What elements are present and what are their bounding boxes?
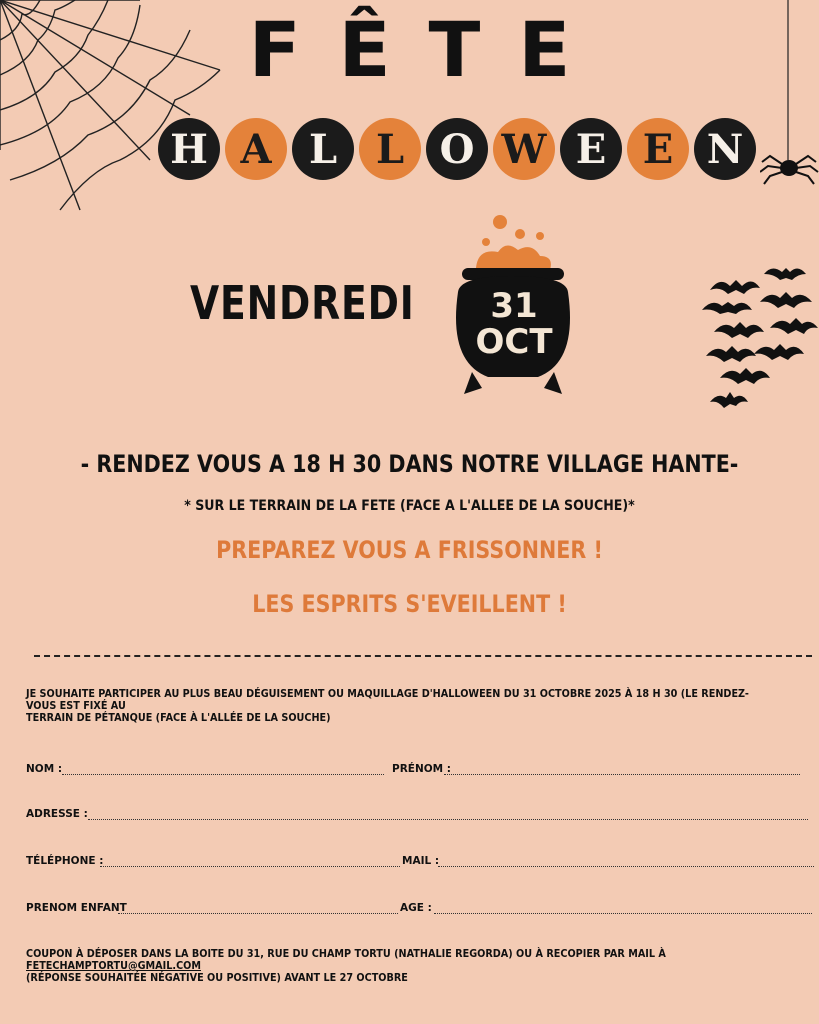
adresse-label: ADRESSE : xyxy=(26,808,88,820)
halloween-letter: L xyxy=(292,118,354,180)
event-date xyxy=(468,288,560,360)
halloween-letter: W xyxy=(493,118,555,180)
bats-icon xyxy=(700,262,819,417)
halloween-letter: E xyxy=(560,118,622,180)
halloween-letter: E xyxy=(627,118,689,180)
prenom-enfant-label: PRENOM ENFANT xyxy=(26,902,127,914)
prenom-label: PRÉNOM : xyxy=(392,763,451,775)
prenom-field[interactable] xyxy=(444,774,800,775)
coupon-text: COUPON À DÉPOSER DANS LA BOITE DU 31, RUE DU CHAMP TORTU (NATHALIE REGORDA) OU À RECOPIER PAR MAIL À xyxy=(26,948,666,960)
tagline-spirits: LES ESPRITS S'EVEILLENT ! xyxy=(252,590,567,618)
mail-field[interactable] xyxy=(438,866,814,867)
event-day: VENDREDI xyxy=(190,276,415,330)
nom-label: NOM : xyxy=(26,763,63,775)
prenom-enfant-field[interactable] xyxy=(118,913,398,914)
location-info: * SUR LE TERRAIN DE LA FETE (FACE A L'ALLEE DE LA SOUCHE)* xyxy=(184,498,635,514)
meeting-info: - RENDEZ VOUS A 18 H 30 DANS NOTRE VILLAGE HANTE- xyxy=(80,450,739,478)
coupon-instructions xyxy=(26,948,756,972)
halloween-letter: N xyxy=(694,118,756,180)
form-intro-line2: TERRAIN DE PÉTANQUE (FACE À L'ALLÉE DE LA SOUCHE) xyxy=(26,712,331,724)
adresse-field[interactable] xyxy=(88,819,808,820)
halloween-letter: L xyxy=(359,118,421,180)
nom-field[interactable] xyxy=(62,774,384,775)
age-field[interactable] xyxy=(434,913,812,914)
telephone-label: TÉLÉPHONE : xyxy=(26,855,104,867)
age-label: AGE : xyxy=(400,902,432,914)
page-title: FÊTE xyxy=(248,5,609,94)
mail-label: MAIL : xyxy=(402,855,440,867)
coupon-deadline: (RÉPONSE SOUHAITÉE NÉGATIVE OU POSITIVE) AVANT LE 27 OCTOBRE xyxy=(26,972,408,984)
halloween-title xyxy=(158,118,761,180)
tagline-shiver: PREPAREZ VOUS A FRISSONNER ! xyxy=(216,536,603,564)
event-date-day: 31 xyxy=(490,286,538,326)
telephone-field[interactable] xyxy=(100,866,400,867)
halloween-letter: H xyxy=(158,118,220,180)
cut-line-divider xyxy=(34,655,812,657)
form-intro-line1: JE SOUHAITE PARTICIPER AU PLUS BEAU DÉGUISEMENT OU MAQUILLAGE D'HALLOWEEN DU 31 OCTOBRE 2025 À 18 H 30 (LE RENDEZ-VOUS EST FIXÉ AU xyxy=(26,688,749,712)
event-date-month: OCT xyxy=(475,322,553,362)
halloween-letter: A xyxy=(225,118,287,180)
halloween-letter: O xyxy=(426,118,488,180)
contact-email-link[interactable]: FETECHAMPTORTU@GMAIL.COM xyxy=(26,960,201,972)
